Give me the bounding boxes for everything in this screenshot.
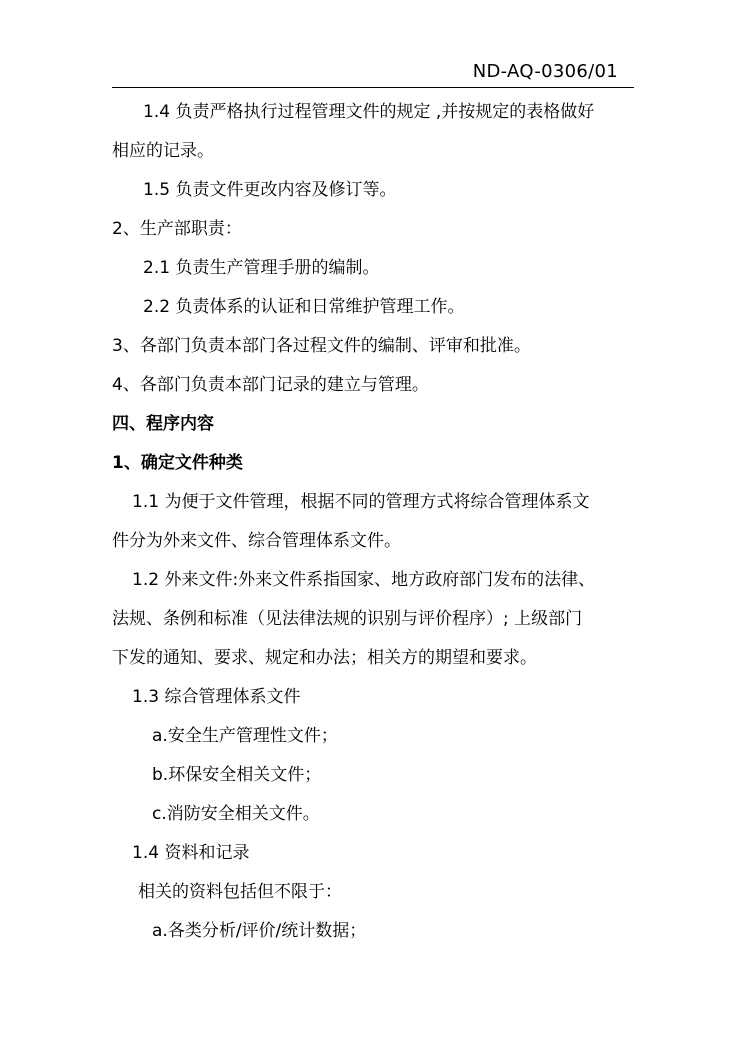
paragraph-line: 1.5 负责文件更改内容及修订等。 xyxy=(143,180,397,200)
subsection-heading: 1、确定文件种类 xyxy=(112,453,243,473)
header-divider xyxy=(112,87,634,88)
paragraph-line: 1.1 为便于文件管理，根据不同的管理方式将综合管理体系文 xyxy=(132,492,590,512)
list-item: a.安全生产管理性文件； xyxy=(152,726,338,746)
paragraph-line: 相关的资料包括但不限于： xyxy=(138,882,342,902)
paragraph-line: 1.4 资料和记录 xyxy=(132,843,250,863)
list-item: c.消防安全相关文件。 xyxy=(152,804,320,824)
list-item: a.各类分析/评价/统计数据； xyxy=(152,921,367,941)
paragraph-line: 1.4 负责严格执行过程管理文件的规定 ,并按规定的表格做好 xyxy=(143,102,595,122)
document-body xyxy=(112,93,636,951)
section-heading: 四、程序内容 xyxy=(112,414,214,434)
paragraph-line: 3、各部门负责本部门各过程文件的编制、评审和批准。 xyxy=(112,336,531,356)
paragraph-line: 2.2 负责体系的认证和日常维护管理工作。 xyxy=(143,297,465,317)
paragraph-line: 件分为外来文件、综合管理体系文件。 xyxy=(112,531,401,551)
paragraph-line: 1.3 综合管理体系文件 xyxy=(132,687,301,707)
paragraph-line: 1.2 外来文件:外来文件系指国家、地方政府部门发布的法律、 xyxy=(132,570,596,590)
paragraph-line: 相应的记录。 xyxy=(112,141,214,161)
paragraph-line: 4、各部门负责本部门记录的建立与管理。 xyxy=(112,375,429,395)
paragraph-line: 2、生产部职责： xyxy=(112,219,242,239)
paragraph-line: 法规、条例和标准（见法律法规的识别与评价程序）; 上级部门 xyxy=(112,609,583,629)
paragraph-line: 2.1 负责生产管理手册的编制。 xyxy=(143,258,380,278)
document-code: ND-AQ-0306/01 xyxy=(472,61,618,82)
list-item: b.环保安全相关文件； xyxy=(152,765,322,785)
paragraph-line: 下发的通知、要求、规定和办法；相关方的期望和要求。 xyxy=(112,648,537,668)
